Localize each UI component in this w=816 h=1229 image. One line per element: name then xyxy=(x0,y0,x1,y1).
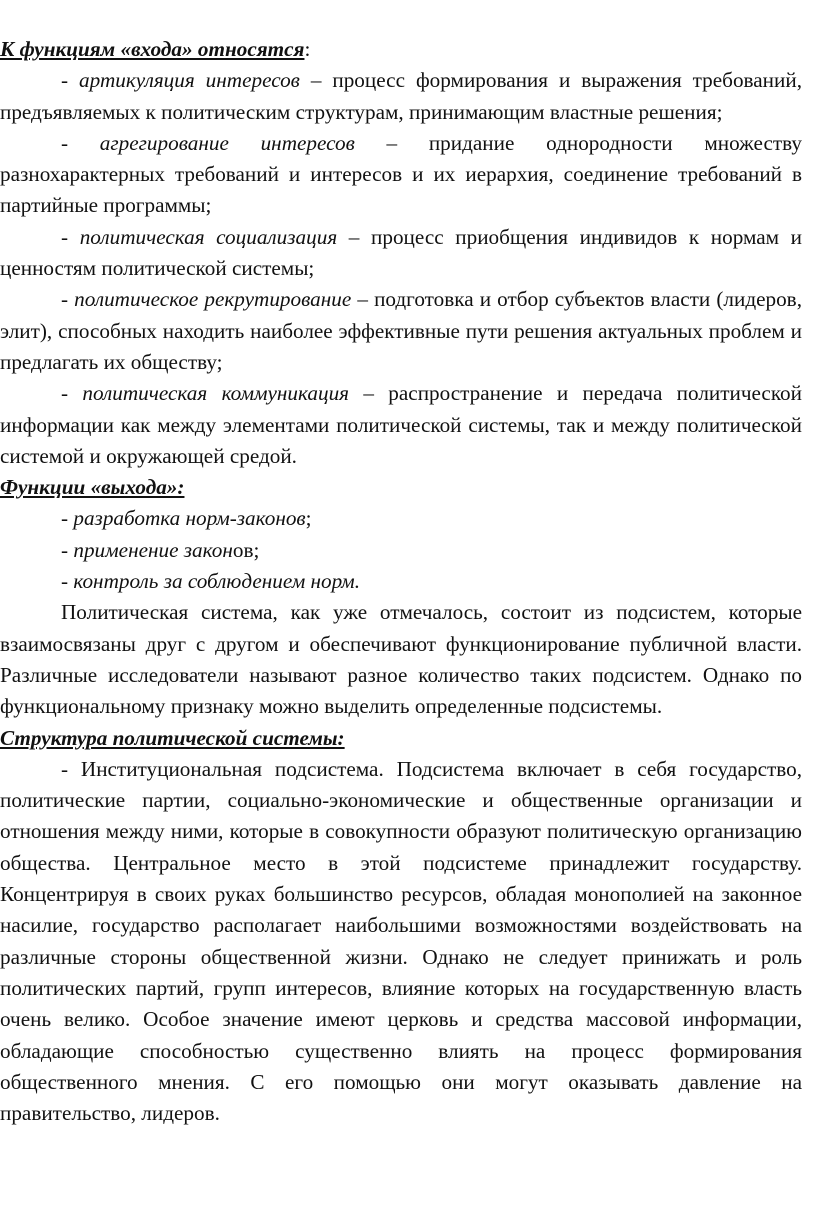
inputs-item-articulation xyxy=(0,65,802,128)
definition-articulation: – процесс формирования и выражения требований, предъявляемых к политическим структурам, принимающим властные решения; xyxy=(0,68,802,124)
inputs-item-socialization xyxy=(0,222,802,285)
outputs-item-control xyxy=(0,566,802,597)
term-application: применение закон xyxy=(73,537,233,562)
list-dash: - xyxy=(61,756,81,781)
list-dash: - xyxy=(61,224,80,249)
inputs-item-recruitment xyxy=(0,284,802,378)
outputs-heading: Функции «выхода»: xyxy=(0,475,185,500)
list-dash: - xyxy=(61,381,83,406)
list-dash: - xyxy=(61,537,74,562)
inputs-heading: К функциям «входа» относятся xyxy=(0,37,305,61)
structure-heading: Структура политической системы: xyxy=(0,725,345,750)
outputs-heading-line xyxy=(0,472,802,503)
list-dash: - xyxy=(61,569,74,594)
list-dash: - xyxy=(61,130,100,155)
document-page xyxy=(0,34,802,1129)
term-socialization: политическая социализация xyxy=(79,224,338,249)
term-aggregation: агрегирование интересов xyxy=(99,130,355,155)
inputs-heading-colon: : xyxy=(304,37,311,61)
outputs-item-lawmaking xyxy=(0,503,802,534)
structure-heading-line xyxy=(0,723,802,754)
inputs-item-aggregation xyxy=(0,128,802,222)
paragraph-subsystems: Политическая система, как уже отмечалось, состоит из подсистем, которые взаимосвязаны друг с другом и обеспечивают функционирование публичной власти. Различные исследователи называют разное количество таких подсистем. Однако по функциональному признаку можно выделить определенные подсистемы. xyxy=(0,600,802,719)
outputs-item-application xyxy=(0,535,802,566)
inputs-item-communication xyxy=(0,378,802,472)
term-communication: политическая коммуникация xyxy=(82,381,350,406)
term-control: контроль за соблюдением норм. xyxy=(73,569,360,594)
definition-aggregation: – придание однородности множеству разнохарактерных требований и интересов и их иерархия, соединение требований в партийные программы; xyxy=(0,130,802,218)
term-lawmaking: разработка норм-законов xyxy=(73,506,306,531)
definition-communication: – распространение и передача политической информации как между элементами политической системы, так и между политической системой и окружающей средой. xyxy=(0,381,802,468)
institutional-subsystem-paragraph xyxy=(0,754,802,1130)
definition-recruitment: – подготовка и отбор субъектов власти (лидеров, элит), способных находить наиболее эффективные пути решения актуальных проблем и предлагать их обществу; xyxy=(0,287,802,374)
list-dash: - xyxy=(61,506,74,531)
term-lawmaking-tail: ; xyxy=(305,506,312,531)
inputs-heading-line xyxy=(0,34,802,65)
institutional-subsystem-text: Подсистема включает в себя государство, политические партии, социально-экономические и общественные организации и отношения между ними, которые в совокупности образуют политическую организацию общества. Центральное место в этой подсистеме принадлежит государству. Концентрируя в своих руках большинство ресурсов, обладая монополией на законное насилие, государство располагает наибольшими возможностями воздействовать на различные стороны общественной жизни. Однако не следует принижать и роль политических партий, групп интересов, влияние которых на государственную власть очень велико. Особое значение имеют церковь и средства массовой информации, обладающие способностью существенно влиять на процесс формирования общественного мнения. С его помощью они могут оказывать давление на правительство, лидеров. xyxy=(0,756,802,1126)
list-dash: - xyxy=(61,68,80,93)
term-articulation: артикуляция интересов xyxy=(79,68,300,93)
term-application-tail: ов; xyxy=(232,537,260,562)
list-dash: - xyxy=(61,287,75,312)
definition-socialization: – процесс приобщения индивидов к нормам и ценностям политической системы; xyxy=(0,224,803,281)
institutional-subsystem-title: Институциональная подсистема. xyxy=(80,756,384,781)
term-recruitment: политическое рекрутирование xyxy=(74,287,352,312)
